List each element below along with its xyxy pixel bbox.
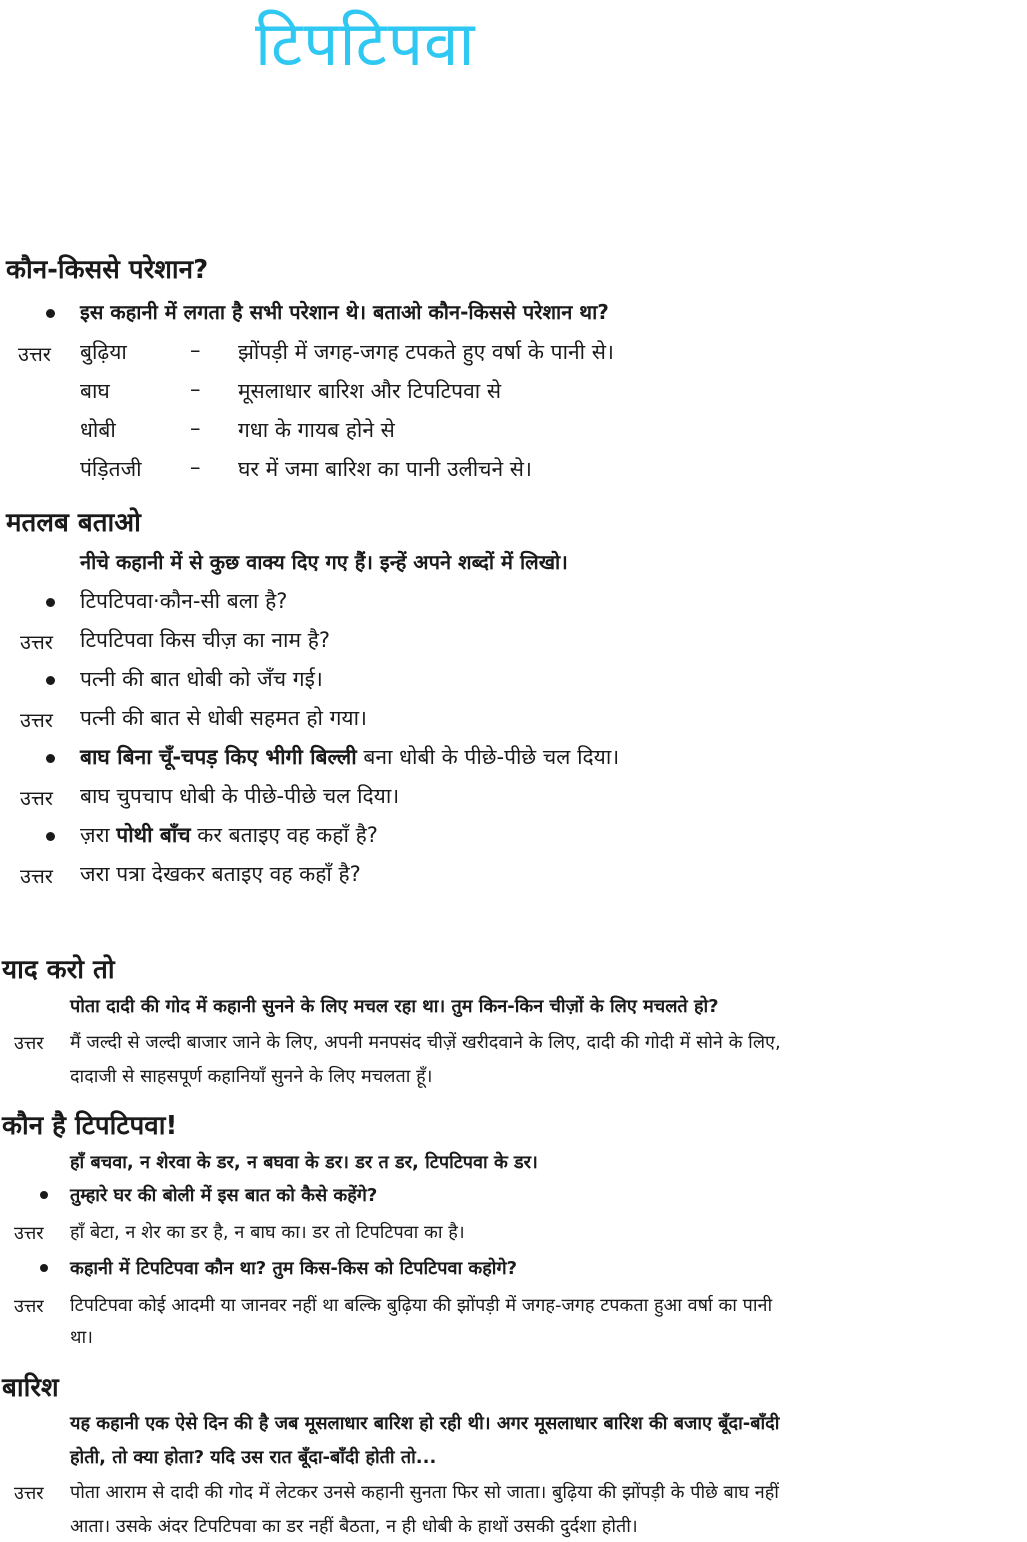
bullet-icon — [46, 309, 55, 318]
question-rest: बना धोबी के पीछे-पीछे चल दिया। — [356, 745, 620, 769]
question: इस कहानी में लगता है सभी परेशान थे। बताओ कौन-किससे परेशान था? — [80, 300, 609, 324]
question-idiom: बाघ बिना चूँ-चपड़ किए भीगी बिल्ली — [80, 745, 357, 769]
answer: हाँ बेटा, न शेर का डर है, न बाघ का। डर तो टिपटिपवा का है। — [70, 1222, 465, 1243]
answer: बाघ चुपचाप धोबी के पीछे-पीछे चल दिया। — [80, 784, 400, 808]
answer: पत्नी की बात से धोबी सहमत हो गया। — [80, 706, 368, 730]
question: तुम्हारे घर की बोली में इस बात को कैसे कहेंगे? — [70, 1185, 378, 1206]
question-continued: होती, तो क्या होता? यदि उस रात बूँदा-बाँदी होती तो... — [70, 1447, 437, 1468]
question — [80, 821, 378, 849]
table-cell-who: धोबी — [80, 418, 116, 442]
table-cell-dash: – — [190, 416, 201, 440]
quote: हाँ बचवा, न शेरवा के डर, न बघवा के डर। डर त डर, टिपटिपवा के डर। — [70, 1152, 538, 1173]
question: पोता दादी की गोद में कहानी सुनने के लिए मचल रहा था। तुम किन-किन चीज़ों के लिए मचलते हो? — [70, 996, 719, 1017]
section-heading-who-troubled: कौन-किससे परेशान? — [6, 255, 209, 285]
bullet-icon — [46, 598, 55, 607]
table-cell-reason: झोंपड़ी में जगह-जगह टपकते हुए वर्षा के पानी से। — [238, 340, 614, 364]
question: कहानी में टिपटिपवा कौन था? तुम किस-किस को टिपटिपवा कहोगे? — [70, 1258, 518, 1279]
answer-continued: आता। उसके अंदर टिपटिपवा का डर नहीं बैठता, न ही धोबी के हाथों उसकी दुर्दशा होती। — [70, 1516, 638, 1537]
answer: टिपटिपवा कोई आदमी या जानवर नहीं था बल्कि बुढ़िया की झोंपड़ी में जगह-जगह टपकता हुआ वर्षा का पानी — [70, 1295, 773, 1316]
bullet-icon — [40, 1264, 48, 1272]
answer-label: उत्तर — [20, 630, 53, 654]
bullet-icon — [46, 754, 55, 763]
table-cell-dash: – — [190, 455, 201, 479]
answer-label: उत्तर — [20, 708, 53, 732]
answer-label: उत्तर — [20, 864, 53, 888]
answer: मैं जल्दी से जल्दी बाजार जाने के लिए, अपनी मनपसंद चीज़ें खरीदवाने के लिए, दादी की गोदी में सोने के लिए, — [70, 1032, 781, 1053]
table-cell-who: बुढ़िया — [80, 340, 127, 364]
section-heading-who-is-tiptipwa: कौन है टिपटिपवा! — [2, 1111, 178, 1141]
answer: जरा पत्रा देखकर बताइए वह कहाँ है? — [80, 862, 361, 886]
answer-label: उत्तर — [14, 1483, 44, 1504]
answer-continued: था। — [70, 1327, 93, 1348]
section-intro: नीचे कहानी में से कुछ वाक्य दिए गए हैं। इन्हें अपने शब्दों में लिखो। — [80, 550, 568, 574]
table-cell-who: पंड़ितजी — [80, 457, 142, 481]
section-heading-meaning: मतलब बताओ — [6, 508, 141, 538]
table-cell-who: बाघ — [80, 379, 110, 403]
table-cell-reason: गधा के गायब होने से — [238, 418, 395, 442]
bullet-icon — [46, 676, 55, 685]
section-heading-remember: याद करो तो — [2, 955, 115, 985]
bullet-icon — [46, 832, 55, 841]
answer-label: उत्तर — [14, 1223, 44, 1244]
bullet-icon — [40, 1191, 48, 1199]
question-idiom: पोथी बाँच — [116, 823, 191, 847]
question: पत्नी की बात धोबी को जँच गई। — [80, 667, 323, 691]
answer: पोता आराम से दादी की गोद में लेटकर उनसे कहानी सुनता फिर सो जाता। बुढ़िया की झोंपड़ी के पीछे बाघ नहीं — [70, 1482, 779, 1503]
answer-label: उत्तर — [18, 342, 51, 366]
table-cell-dash: – — [190, 377, 201, 401]
answer-label: उत्तर — [14, 1033, 44, 1054]
answer-label: उत्तर — [14, 1296, 44, 1317]
answer: टिपटिपवा किस चीज़ का नाम है? — [80, 628, 331, 652]
question: टिपटिपवा·कौन-सी बला है? — [80, 589, 288, 613]
section-heading-rain: बारिश — [2, 1373, 59, 1403]
question: यह कहानी एक ऐसे दिन की है जब मूसलाधार बारिश हो रही थी। अगर मूसलाधार बारिश की बजाए बूँदा-बाँदी — [70, 1413, 780, 1434]
question-pre: ज़रा — [80, 823, 117, 847]
answer-continued: दादाजी से साहसपूर्ण कहानियाँ सुनने के लिए मचलता हूँ। — [70, 1066, 433, 1087]
question — [80, 743, 619, 771]
table-cell-reason: मूसलाधार बारिश और टिपटिपवा से — [238, 379, 502, 403]
table-cell-dash: – — [190, 338, 201, 362]
answer-label: उत्तर — [20, 786, 53, 810]
table-cell-reason: घर में जमा बारिश का पानी उलीचने से। — [238, 457, 532, 481]
question-rest: कर बताइए वह कहाँ है? — [190, 823, 378, 847]
page-title: टिपटिपवा — [255, 7, 476, 80]
